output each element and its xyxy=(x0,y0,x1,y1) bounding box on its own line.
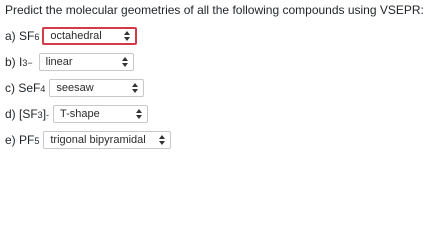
selected-value: octahedral xyxy=(50,30,102,42)
selected-value: linear xyxy=(45,56,73,68)
geometry-select-c[interactable] xyxy=(49,79,144,97)
geometry-select-d[interactable] xyxy=(53,105,148,123)
up-down-chevron-icon xyxy=(132,83,138,93)
question-row-b xyxy=(5,51,134,73)
compound-label-a: a) SF 6 xyxy=(5,29,40,43)
question-row-a xyxy=(5,25,137,47)
question-row-c xyxy=(5,77,144,99)
compound-label-e: e) PF 5 xyxy=(5,133,40,147)
question-prompt: Predict the molecular geometries of all the following compounds using VSEPR: xyxy=(5,3,424,17)
selected-value: T-shape xyxy=(60,108,100,120)
up-down-chevron-icon xyxy=(159,135,165,145)
compound-label-d: d) [SF 3 ] - xyxy=(5,107,50,121)
question-row-e xyxy=(5,129,171,151)
compound-label-b: b) I 3 − xyxy=(5,55,33,69)
up-down-chevron-icon xyxy=(124,31,130,41)
question-row-d xyxy=(5,103,148,125)
selected-value: trigonal bipyramidal xyxy=(50,134,146,146)
geometry-select-a[interactable] xyxy=(42,27,137,45)
geometry-select-e[interactable] xyxy=(43,131,171,149)
compound-label-c: c) SeF 4 xyxy=(5,81,46,95)
selected-value: seesaw xyxy=(56,82,94,94)
up-down-chevron-icon xyxy=(136,109,142,119)
geometry-select-b[interactable] xyxy=(39,53,134,71)
up-down-chevron-icon xyxy=(122,57,128,67)
